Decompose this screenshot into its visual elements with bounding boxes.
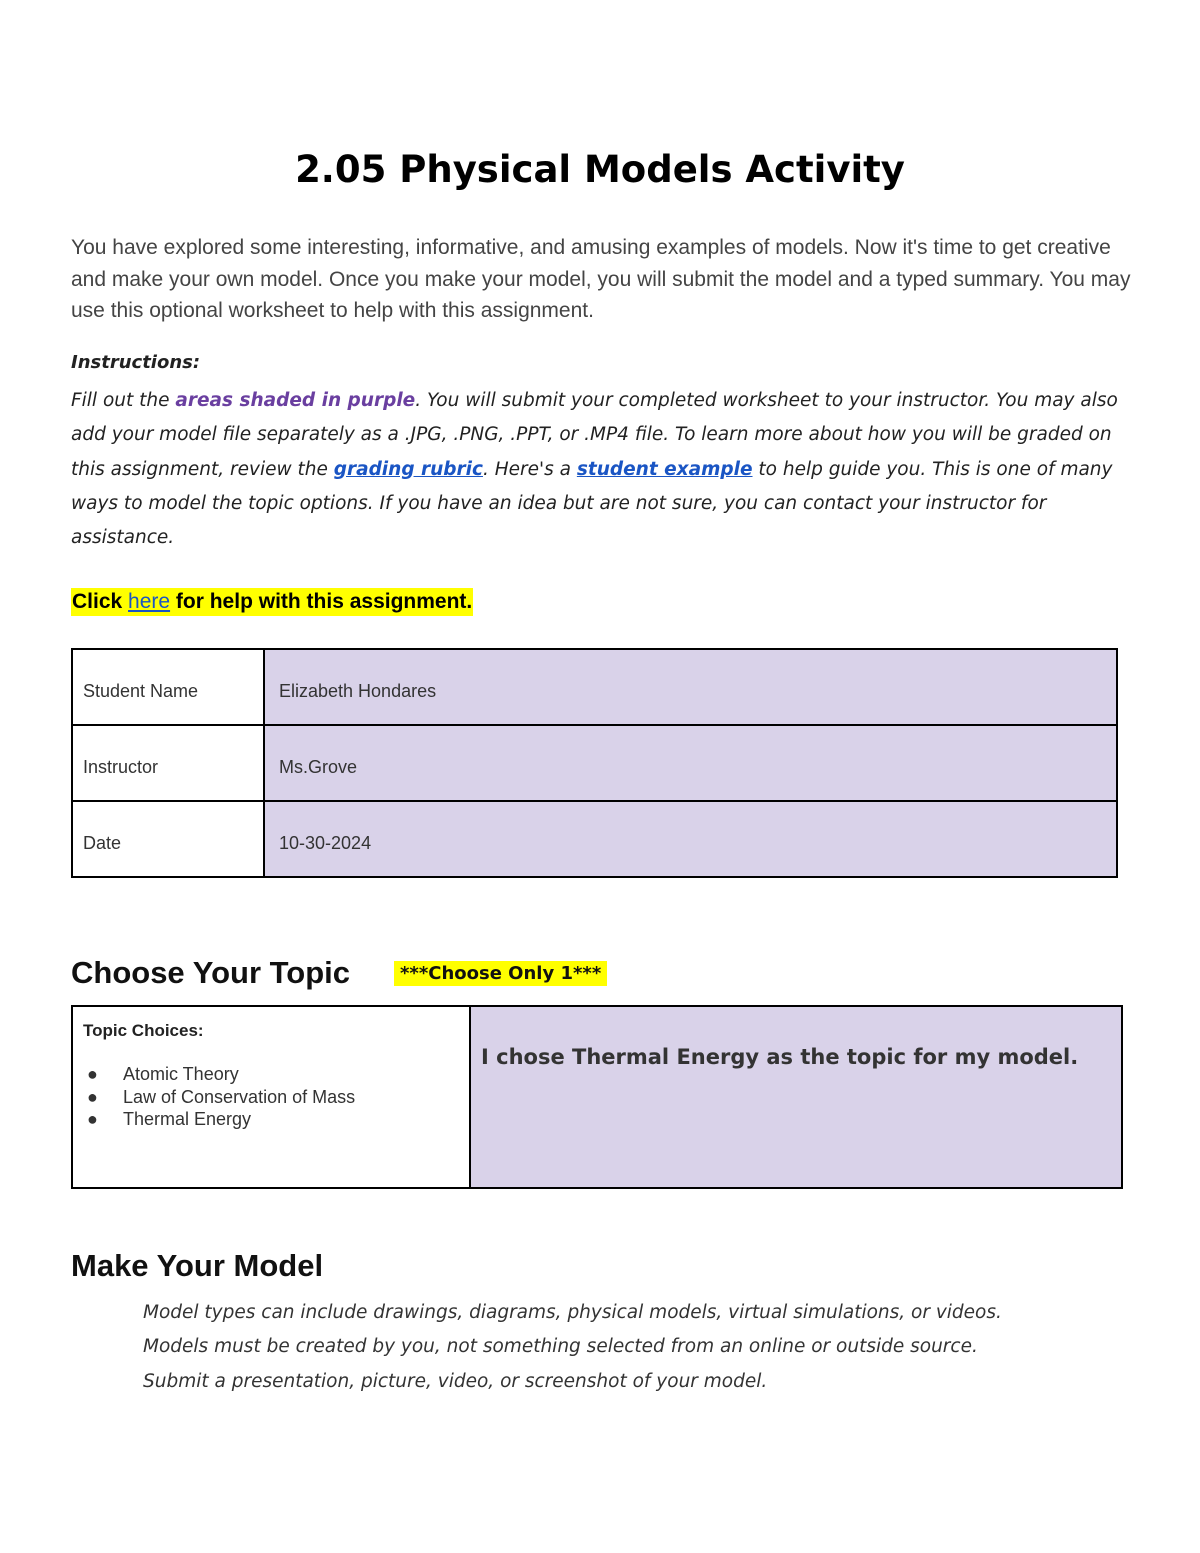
topic-choice-list <box>83 1063 461 1131</box>
instructions-paragraph <box>71 384 1136 555</box>
purple-area-text: areas shaded in purple <box>175 390 416 411</box>
student-name-field[interactable]: Elizabeth Hondares <box>264 649 1117 725</box>
topic-choices-cell <box>72 1006 470 1188</box>
table-row <box>72 725 1117 801</box>
table-row <box>72 1006 1122 1188</box>
topic-choice-atomic-theory: Atomic Theory <box>123 1064 239 1084</box>
page-title: 2.05 Physical Models Activity <box>295 148 905 191</box>
topic-choice-conservation-of-mass: Law of Conservation of Mass <box>123 1086 356 1107</box>
topic-choice-thermal-energy: Thermal Energy <box>123 1109 252 1129</box>
model-guideline-line: Models must be created by you, not something selected from an online or outside source. <box>143 1336 978 1358</box>
instructor-label: Instructor <box>72 725 264 801</box>
list-item <box>83 1086 461 1109</box>
instructions-text-2: . You will submit your completed worksheet to your instructor. You may also add your model file separately as a .JPG, .PNG, .PPT, or .MP4 file. To learn more about how you will be graded on this assignment, review the <box>71 390 1118 480</box>
list-item <box>83 1108 461 1131</box>
table-row <box>72 801 1117 877</box>
choose-topic-heading: Choose Your Topic <box>71 955 351 990</box>
table-row <box>72 649 1117 725</box>
model-guideline-line: Submit a presentation, picture, video, or screenshot of your model. <box>143 1370 768 1392</box>
topic-table <box>71 1005 1123 1189</box>
topic-answer-text: I chose Thermal Energy as the topic for my model. <box>481 1045 1079 1069</box>
help-prefix: Click <box>72 590 129 613</box>
model-guideline-line: Model types can include drawings, diagrams, physical models, virtual simulations, or videos. <box>143 1302 1002 1323</box>
instructions-text-1: Fill out the <box>71 390 176 411</box>
topic-answer-field[interactable] <box>470 1006 1122 1188</box>
instructions-text-3: . Here's a <box>482 458 577 480</box>
bullet-icon: ● <box>87 1109 98 1129</box>
student-example-link[interactable]: student example <box>576 458 753 480</box>
date-label: Date <box>72 801 264 877</box>
student-name-label: Student Name <box>72 649 264 725</box>
choose-only-one-badge: ***Choose Only 1*** <box>394 961 607 986</box>
help-link[interactable]: here <box>128 590 171 613</box>
bullet-icon: ● <box>87 1086 98 1107</box>
grading-rubric-link[interactable]: grading rubric <box>333 458 483 480</box>
date-field[interactable]: 10-30-2024 <box>264 801 1117 877</box>
instructions-label: Instructions: <box>71 352 201 373</box>
topic-choices-heading: Topic Choices: <box>83 1021 204 1040</box>
help-banner <box>71 588 473 616</box>
make-model-heading: Make Your Model <box>71 1248 324 1283</box>
model-guidelines <box>143 1296 1143 1399</box>
instructions-text-4: to help guide you. This is one of many ways to model the topic options. If you have an idea but are not sure, you can contact your instructor for assistance. <box>71 458 1113 549</box>
help-suffix: for help with this assignment. <box>170 590 473 613</box>
bullet-icon: ● <box>87 1064 98 1084</box>
list-item <box>83 1063 461 1086</box>
intro-paragraph: You have explored some interesting, informative, and amusing examples of models. Now it's time to get creative and make your own model. Once you make your model, you will submit the model and a typed summary. You may use this optional worksheet to help with this assignment. <box>71 236 1131 322</box>
instructor-field[interactable]: Ms.Grove <box>264 725 1117 801</box>
student-info-table <box>71 648 1118 878</box>
